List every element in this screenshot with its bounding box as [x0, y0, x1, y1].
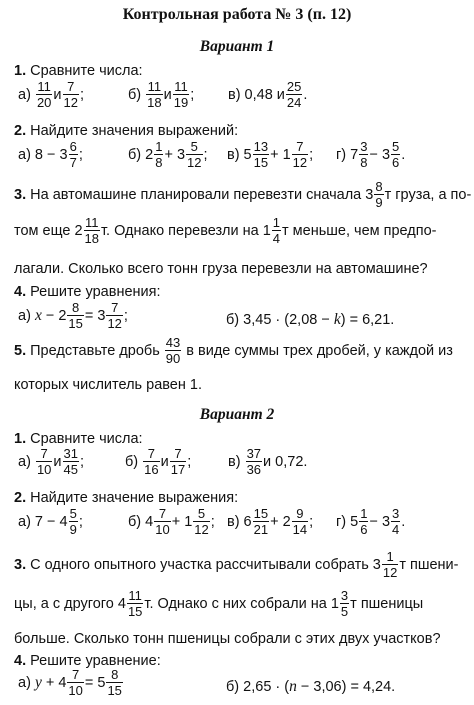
- item-text: ;: [79, 453, 85, 470]
- task-text: т пшеницы: [350, 595, 424, 612]
- fraction: $\frac{8}{15}$: [68, 300, 83, 331]
- item-label: а): [18, 86, 31, 103]
- fraction: 5 12: [194, 506, 209, 537]
- fraction: 7 10: [155, 506, 170, 537]
- v2-task2: [14, 491, 464, 506]
- v2-task4-a: [18, 668, 124, 697]
- v2-task2-b: [128, 507, 215, 536]
- fraction: 11 15: [127, 588, 143, 619]
- fraction: 31 45: [63, 446, 78, 477]
- task-text: Сравните числа:: [30, 63, 143, 79]
- item-text: − 3,06) = 4,24.: [296, 679, 396, 695]
- task-number: 2.: [14, 490, 27, 506]
- item-text: = 5: [84, 674, 106, 691]
- fraction: 7 16: [144, 446, 159, 477]
- item-label: б): [128, 86, 142, 103]
- task-text: Решите уравнение:: [30, 653, 161, 669]
- fraction: 11 18: [147, 79, 162, 110]
- task-text: т меньше, чем предпо-: [282, 222, 437, 239]
- variant-1-heading: Вариант 1: [199, 38, 275, 55]
- fraction: 9 14: [292, 506, 308, 537]
- fraction: 8 15: [107, 667, 122, 698]
- task-text: Найдите значения выражений:: [30, 123, 239, 139]
- fraction: 37 36: [246, 446, 262, 477]
- v1-task4: [14, 285, 464, 300]
- item-label: б): [125, 453, 139, 470]
- fraction: 11 20: [36, 79, 52, 110]
- fraction: 7 12: [63, 79, 78, 110]
- item-label: а): [18, 307, 31, 324]
- task-text: в виде суммы трех дробей, у каждой из: [186, 342, 453, 359]
- item-label: в) 5: [227, 146, 252, 163]
- fraction: 11 19: [173, 79, 189, 110]
- v1-task2: [14, 124, 464, 139]
- item-text: − 3: [369, 146, 391, 163]
- item-text: б) 3,45 · (2,08 −: [226, 312, 334, 328]
- task-text: Решите уравнения:: [30, 284, 161, 300]
- v1-task5-line1: [14, 336, 453, 365]
- v2-task1-a: [18, 447, 84, 476]
- item-text: и: [160, 453, 169, 470]
- v1-task2-c: [227, 140, 313, 169]
- task-number: 4.: [14, 653, 27, 669]
- item-label: а) 7 − 4: [18, 513, 68, 530]
- item-label: в) 0,48 и: [228, 86, 285, 103]
- fraction: 15 21: [253, 506, 269, 537]
- task-text: Сравните числа:: [30, 431, 143, 447]
- variable: y: [34, 673, 42, 691]
- item-text: + 1: [171, 513, 193, 530]
- item-text: .: [401, 146, 406, 163]
- page-title: Контрольная работа № 3 (п. 12): [122, 6, 352, 23]
- item-label: а) 8 − 3: [18, 146, 68, 163]
- v2-task4-b: [226, 678, 395, 696]
- fraction: 7 17: [170, 446, 186, 477]
- item-text: ;: [309, 513, 314, 530]
- item-text: .: [401, 513, 406, 530]
- fraction: 25 24: [286, 79, 302, 110]
- item-label: б) 4: [128, 513, 154, 530]
- fraction: $\frac{7}{10}$: [68, 667, 83, 698]
- v2-task3-line3: больше. Сколько тонн пшеницы собрали с этих двух участков?: [14, 631, 441, 647]
- fraction: 13 15: [253, 139, 269, 170]
- fraction: 1 4: [272, 215, 280, 246]
- fraction: 1 8: [155, 139, 163, 170]
- item-text: ;: [78, 146, 83, 163]
- item-label: в): [228, 453, 241, 470]
- task-number: 1.: [14, 63, 27, 79]
- item-text: ;: [123, 307, 128, 324]
- fraction: 11 18: [84, 215, 99, 246]
- v1-task1: [14, 64, 464, 79]
- v1-task2-d: [336, 140, 405, 169]
- task-number: 3.: [14, 186, 27, 203]
- v1-task2-b: [128, 140, 208, 169]
- variant-2-heading: Вариант 2: [199, 406, 275, 423]
- fraction: 7 12: [292, 139, 308, 170]
- item-label: а): [18, 674, 31, 691]
- v1-task2-a: [18, 140, 83, 169]
- v1-task1-b: [128, 80, 194, 109]
- fraction: 5 9: [69, 506, 77, 537]
- item-text: ;: [187, 453, 192, 470]
- task-text: т пшени-: [399, 556, 459, 573]
- task-text: Найдите значение выражения:: [30, 490, 239, 506]
- v2-task3-line1: [14, 550, 458, 579]
- item-text: ;: [79, 86, 85, 103]
- item-text: и: [53, 86, 62, 103]
- v2-task2-d: [336, 507, 405, 536]
- item-label: а): [18, 453, 31, 470]
- item-text: ;: [78, 513, 83, 530]
- task-number: 2.: [14, 123, 27, 139]
- fraction: 1 6: [360, 506, 368, 537]
- v2-task2-c: [227, 507, 313, 536]
- item-text: ;: [190, 86, 195, 103]
- fraction: 5 6: [392, 139, 400, 170]
- item-text: .: [303, 86, 308, 103]
- task-number: 3.: [14, 556, 27, 573]
- item-text: + 4: [45, 674, 67, 691]
- task-text: том еще 2: [14, 222, 83, 239]
- fraction: 3 5: [340, 588, 349, 619]
- v1-task3-line3: лагали. Сколько всего тонн груза перевезли на автомашине?: [14, 261, 428, 277]
- item-label: г) 5: [336, 513, 359, 530]
- task-text: На автомашине планировали перевезти сначала 3: [30, 186, 374, 203]
- item-text: и: [163, 86, 172, 103]
- task-text: С одного опытного участка рассчитывали собрать 3: [30, 556, 381, 573]
- item-text: + 1: [270, 146, 291, 163]
- item-text: − 3: [369, 513, 391, 530]
- item-text: ;: [210, 513, 215, 530]
- task-text: цы, а с другого 4: [14, 595, 126, 612]
- task-number: 5.: [14, 342, 27, 359]
- v2-task2-a: [18, 507, 83, 536]
- task-text: т. Однако с них собрали на 1: [144, 595, 339, 612]
- fraction: 8 9: [375, 179, 383, 210]
- item-text: б) 2,65 · (: [226, 679, 290, 695]
- task-text: т груза, а по-: [384, 186, 472, 203]
- v2-task4: [14, 654, 464, 669]
- fraction: 5 12: [187, 139, 202, 170]
- task-number: 1.: [14, 431, 27, 447]
- task-text: Представьте дробь: [30, 342, 160, 359]
- v1-task1-c: [228, 80, 307, 109]
- v2-task1-b: [125, 447, 191, 476]
- item-label: б) 2: [128, 146, 154, 163]
- fraction: 43 90: [165, 335, 181, 366]
- fraction: 6 7: [69, 139, 77, 170]
- item-text: ;: [203, 146, 208, 163]
- item-text: ) = 6,21.: [340, 312, 395, 328]
- v1-task1-a: [18, 80, 84, 109]
- item-label: г) 7: [336, 146, 359, 163]
- v1-task4-a: [18, 301, 128, 330]
- v2-task3-line2: [14, 589, 423, 618]
- task-number: 4.: [14, 284, 27, 300]
- fraction: 3 8: [360, 139, 368, 170]
- v1-task3-line1: [14, 180, 471, 209]
- task-text: т. Однако перевезли на 1: [101, 222, 271, 239]
- v1-task3-line2: [14, 216, 437, 245]
- item-text: + 3: [164, 146, 186, 163]
- fraction: 1 12: [382, 549, 398, 580]
- item-text: и 0,72.: [263, 453, 308, 470]
- fraction: 3 4: [392, 506, 400, 537]
- item-text: и: [53, 453, 62, 470]
- fraction: 7 10: [36, 446, 52, 477]
- fraction: 7 12: [107, 300, 122, 331]
- item-text: + 2: [270, 513, 291, 530]
- variable: k: [333, 311, 341, 328]
- v1-task5-line2: которых числитель равен 1.: [14, 377, 202, 393]
- variable: n: [289, 678, 297, 695]
- v2-task1-c: [228, 447, 307, 476]
- item-text: − 2: [45, 307, 67, 324]
- item-text: ;: [309, 146, 314, 163]
- v1-task4-b: [226, 311, 394, 329]
- v2-task1: [14, 432, 464, 447]
- item-label: в) 6: [227, 513, 252, 530]
- item-text: = 3: [84, 307, 106, 324]
- variable: x: [34, 306, 42, 324]
